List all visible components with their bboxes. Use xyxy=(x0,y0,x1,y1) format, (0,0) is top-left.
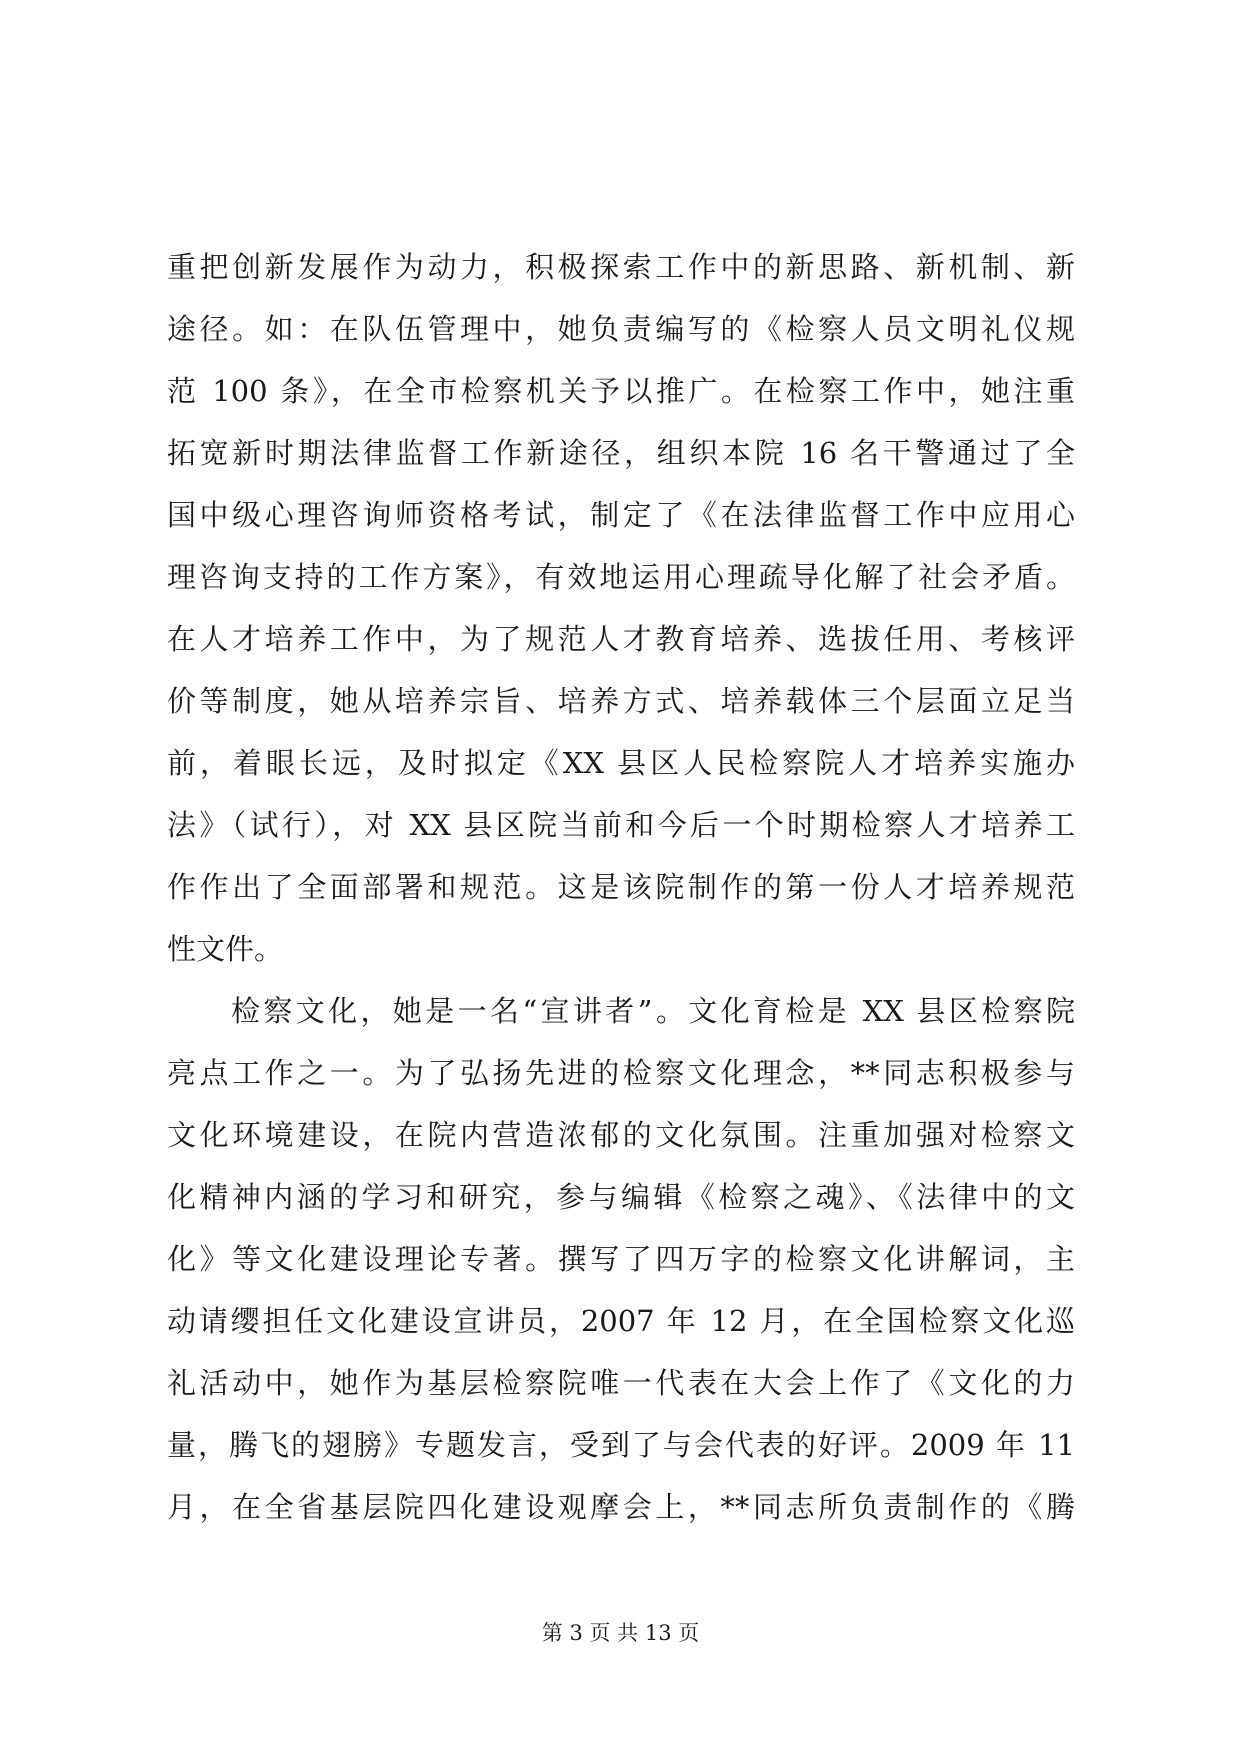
text-line: 国中级心理咨询师资格考试，制定了《在法律监督工作中应用心 xyxy=(167,498,1075,532)
page-footer xyxy=(0,1618,1241,1648)
text-line: 重把创新发展作为动力，积极探索工作中的新思路、新机制、新 xyxy=(167,250,1075,284)
text-line: 前，着眼长远，及时拟定《XX 县区人民检察院人才培养实施办 xyxy=(167,746,1075,780)
text-line: 动请缨担任文化建设宣讲员，2007 年 12 月，在全国检察文化巡 xyxy=(167,1304,1075,1338)
text-line: 礼活动中，她作为基层检察院唯一代表在大会上作了《文化的力 xyxy=(167,1366,1075,1400)
text-line: 月，在全省基层院四化建设观摩会上，**同志所负责制作的《腾 xyxy=(167,1490,1075,1524)
text-line: 作作出了全面部署和规范。这是该院制作的第一份人才培养规范 xyxy=(167,870,1075,904)
text-line: 化》等文化建设理论专著。撰写了四万字的检察文化讲解词，主 xyxy=(167,1242,1075,1276)
text-line: 范 100 条》，在全市检察机关予以推广。在检察工作中，她注重 xyxy=(167,374,1075,408)
body-text xyxy=(167,236,1075,1538)
text-line: 性文件。 xyxy=(167,932,284,966)
text-line: 法》（试行），对 XX 县区院当前和今后一个时期检察人才培养工 xyxy=(167,808,1075,842)
text-line: 途径。如：在队伍管理中，她负责编写的《检察人员文明礼仪规 xyxy=(167,312,1075,346)
text-line: 化精神内涵的学习和研究，参与编辑《检察之魂》、《法律中的文 xyxy=(167,1180,1075,1214)
text-line: 理咨询支持的工作方案》，有效地运用心理疏导化解了社会矛盾。 xyxy=(167,560,1075,594)
text-line: 价等制度，她从培养宗旨、培养方式、培养载体三个层面立足当 xyxy=(167,684,1075,718)
page-number: 第 3 页 共 13 页 xyxy=(541,1621,700,1645)
text-line: 亮点工作之一。为了弘扬先进的检察文化理念，**同志积极参与 xyxy=(167,1056,1075,1090)
text-line: 在人才培养工作中，为了规范人才教育培养、选拔任用、考核评 xyxy=(167,622,1075,656)
text-line: 量，腾飞的翅膀》专题发言，受到了与会代表的好评。2009 年 11 xyxy=(167,1428,1075,1462)
text-line: 拓宽新时期法律监督工作新途径，组织本院 16 名干警通过了全 xyxy=(167,436,1075,470)
text-line: 检察文化，她是一名“宣讲者”。文化育检是 XX 县区检察院 xyxy=(231,994,1075,1028)
text-line: 文化环境建设，在院内营造浓郁的文化氛围。注重加强对检察文 xyxy=(167,1118,1075,1152)
